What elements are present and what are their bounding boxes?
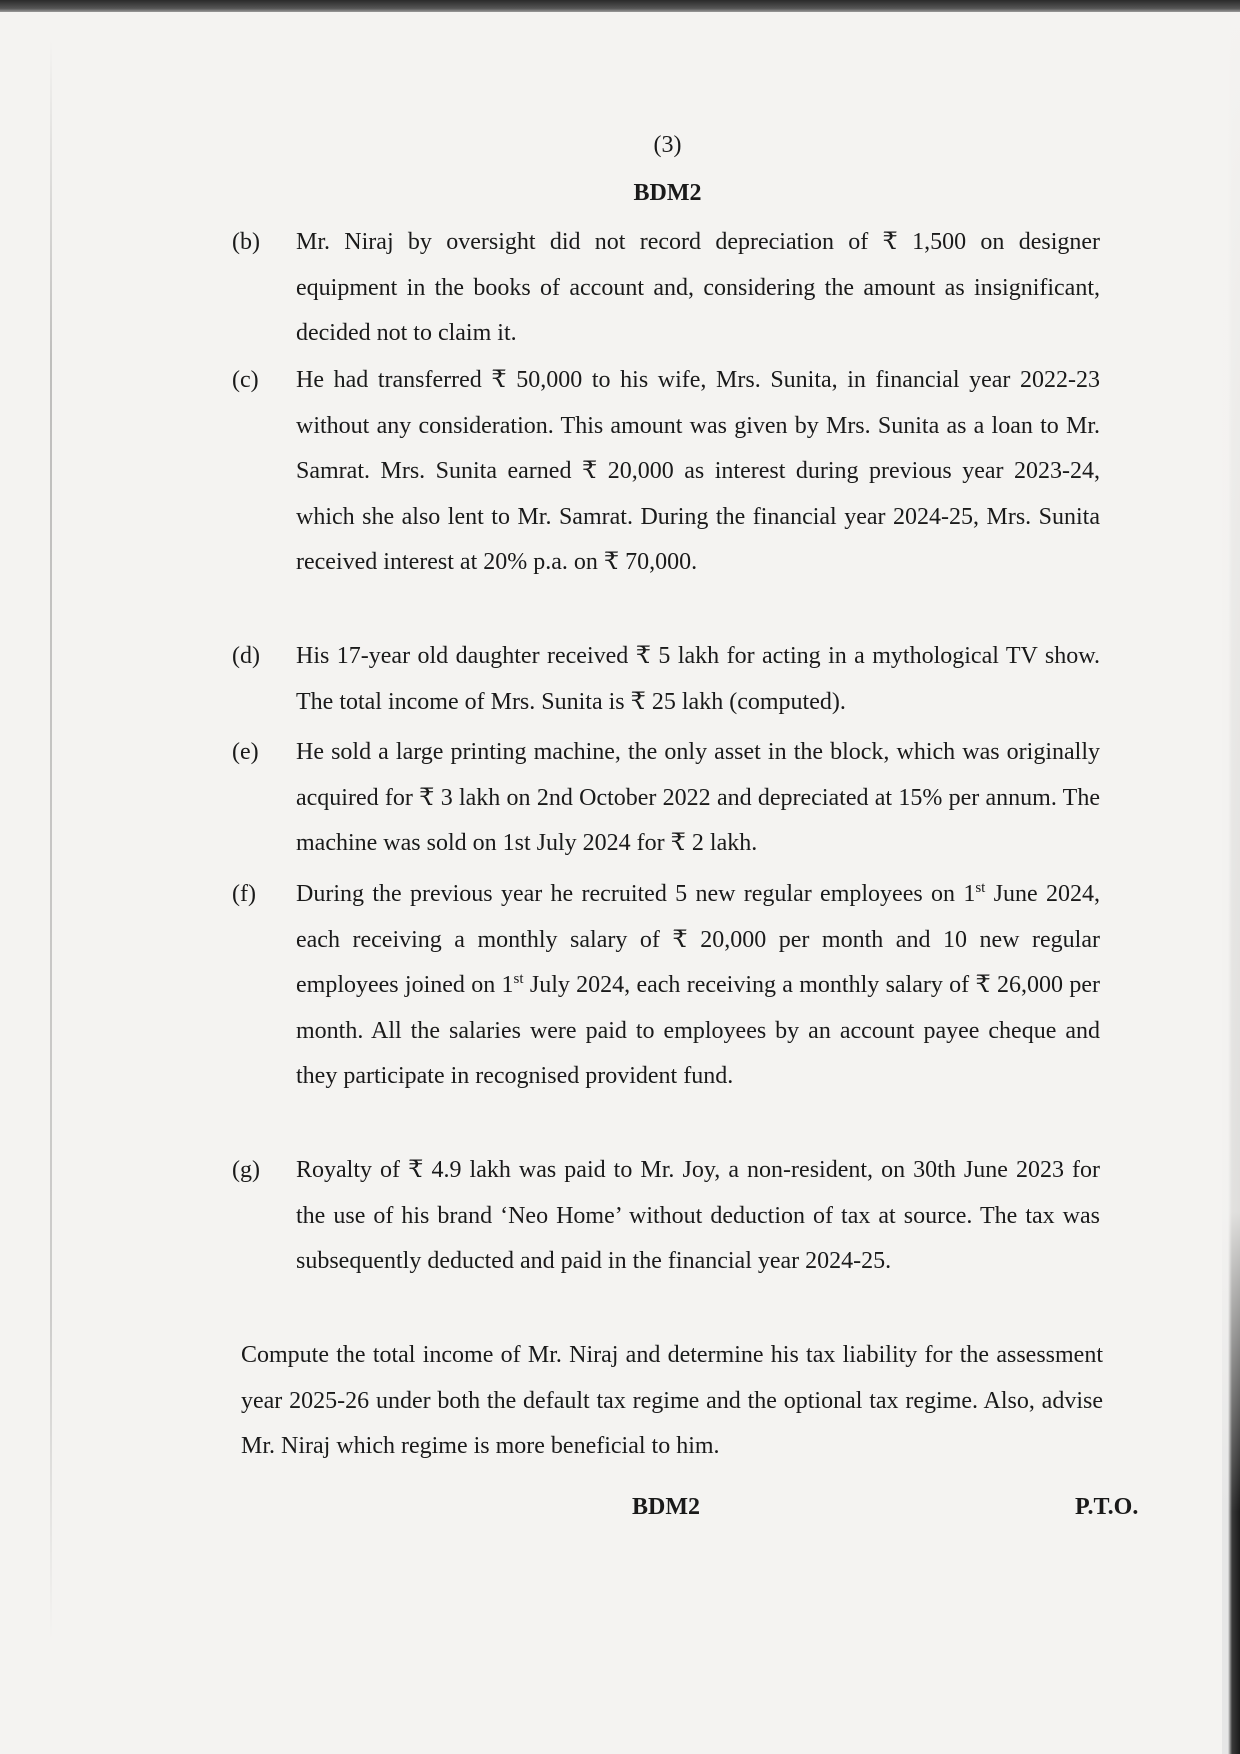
item-marker: (e): [232, 739, 259, 765]
item-text: Mr. Niraj by oversight did not record depreciation of ₹ 1,500 on designer equipment in the books of account and, considering the amount as insignificant, decided not to claim it.: [296, 229, 1100, 346]
closing-instruction: Compute the total income of Mr. Niraj and determine his tax liability for the assessment year 2025-26 under both the default tax regime and the optional tax regime. Also, advise Mr. Niraj which regime is more beneficial to him.: [241, 1342, 1103, 1459]
question-item-c: [232, 358, 1100, 586]
item-text: He had transferred ₹ 50,000 to his wife, Mrs. Sunita, in financial year 2022-23 without any consideration. This amount was given by Mrs. Sunita as a loan to Mr. Samrat. Mrs. Sunita earned ₹ 20,000 as interest during previous year 2023-24, which she also lent to Mr. Samrat. During the financial year 2024-25, Mrs. Sunita received interest at 20% p.a. on ₹ 70,000.: [296, 367, 1100, 575]
scan-top-border: [0, 0, 1240, 12]
item-text: [296, 872, 1100, 1100]
item-text-part2: June 2024, each receiving a monthly salary of ₹ 20,000 per month and 10 new regular employees joined on 1: [296, 881, 1101, 998]
item-text: He sold a large printing machine, the only asset in the block, which was originally acquired for ₹ 3 lakh on 2nd October 2022 and depreciated at 15% per annum. The machine was sold on 1st July 2024 for ₹ 2 lakh.: [296, 739, 1100, 856]
question-item-b: [232, 220, 1100, 357]
question-item-g: [232, 1148, 1100, 1285]
question-item-e: [232, 730, 1100, 867]
pto-label: P.T.O.: [1075, 1494, 1139, 1520]
page-number: (3): [653, 132, 682, 158]
question-item-d: [232, 634, 1100, 725]
item-marker: (b): [232, 229, 260, 255]
scan-left-edge: [50, 40, 52, 1640]
paper-code-footer: BDM2: [632, 1494, 700, 1520]
item-text: Royalty of ₹ 4.9 lakh was paid to Mr. Joy, a non-resident, on 30th June 2023 for the use of his brand ‘Neo Home’ without deduction of tax at source. The tax was subsequently deducted and paid in the financial year 2024-25.: [296, 1157, 1100, 1274]
ordinal-suffix: st: [975, 880, 986, 896]
item-marker: (c): [232, 367, 259, 393]
item-text-part3: July 2024, each receiving a monthly salary of ₹ 26,000 per month. All the salaries were paid to employees by an account payee cheque and they participate in recognised provident fund.: [296, 972, 1100, 1089]
item-marker: (d): [232, 643, 260, 669]
question-item-f: [232, 872, 1100, 1100]
paper-code-header: BDM2: [633, 180, 702, 206]
ordinal-suffix: st: [513, 971, 524, 987]
item-text-part1: During the previous year he recruited 5 new regular employees on 1: [296, 881, 976, 907]
item-text: His 17-year old daughter received ₹ 5 lakh for acting in a mythological TV show. The total income of Mrs. Sunita is ₹ 25 lakh (computed).: [296, 643, 1100, 715]
scan-right-edge-fade: [1222, 12, 1240, 1512]
item-marker: (f): [232, 881, 256, 907]
item-marker: (g): [232, 1157, 260, 1183]
